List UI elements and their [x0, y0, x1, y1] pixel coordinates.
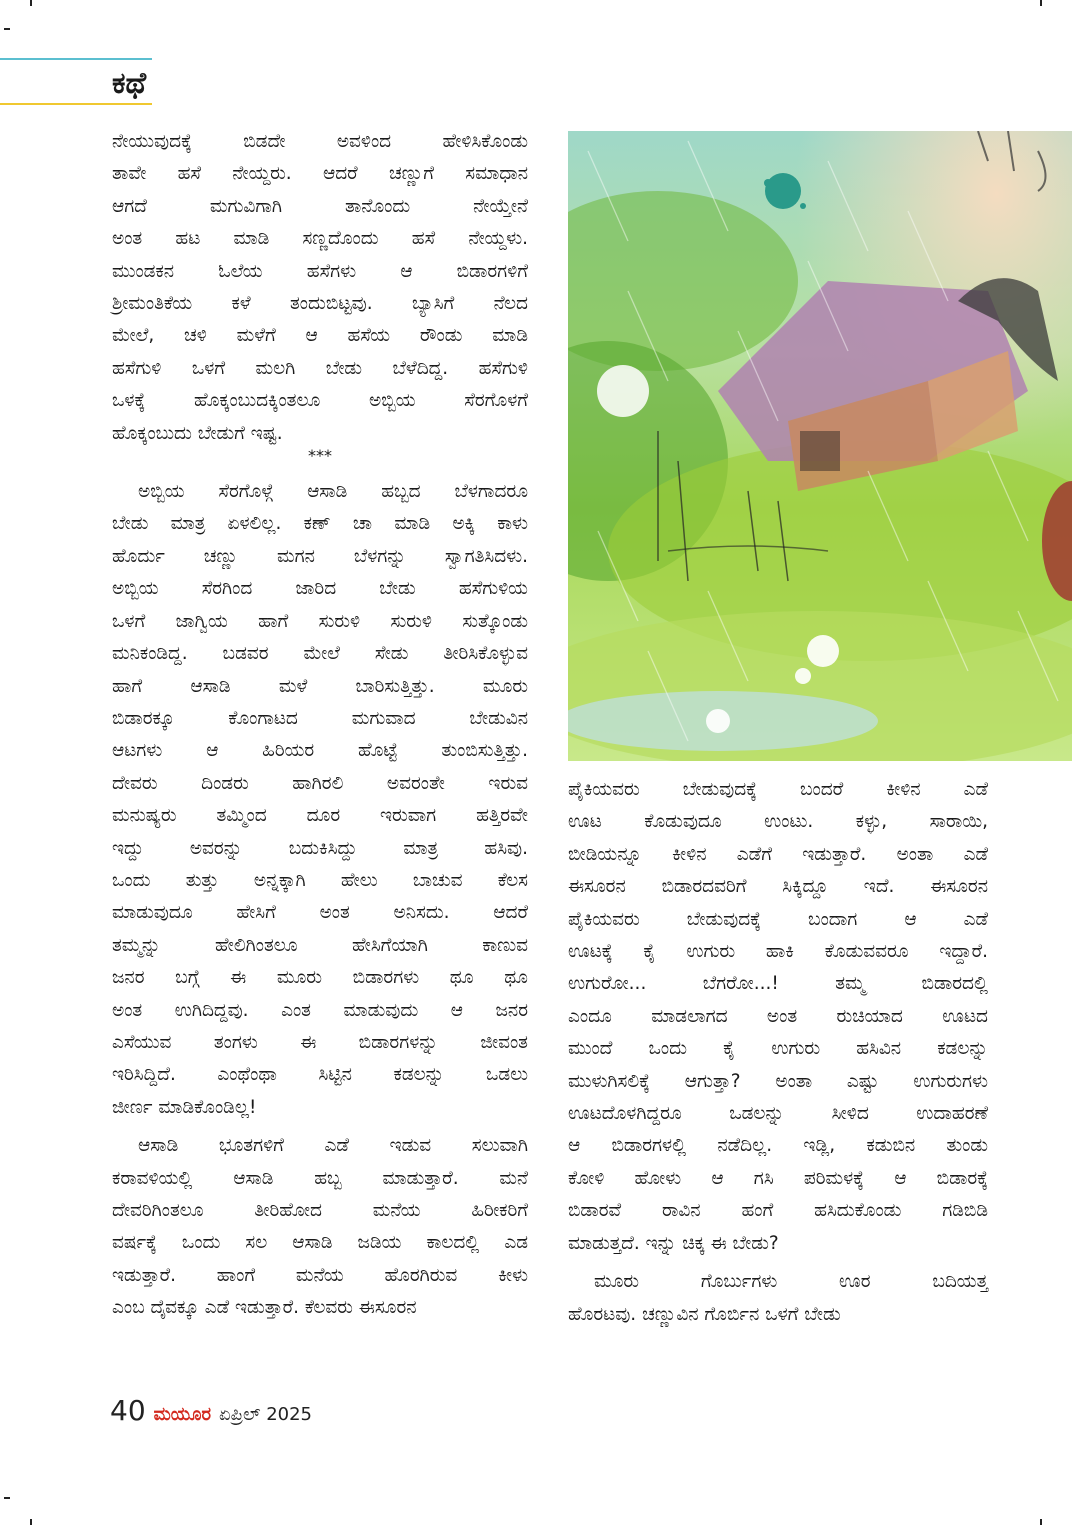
text-line: ಹೊಕ್ಕಂಬುದು ಬೇಡುಗೆ ಇಷ್ಟ.: [112, 422, 283, 444]
text-line: ಊಟಕ್ಕೆ ಕೈ ಉಗುರು ಹಾಕಿ ಕೊಡುವವರೂ ಇದ್ದಾರೆ.: [568, 941, 988, 963]
crop-mark: [30, 0, 32, 6]
left-para-2: [112, 476, 528, 1124]
text-line: ಅಬ್ಬಿಯ ಸೆರಗೊಳ್ಗೆ ಆಸಾಡಿ ಹಬ್ಬದ ಬೆಳಗಾದರೂ: [138, 481, 528, 503]
text-line: ಇಡುತ್ತಾರೆ. ಹಾಂಗೆ ಮನೆಯ ಹೊರಗಿರುವ ಕೀಳು: [112, 1264, 528, 1286]
text-line: ಅಂತ ಹಟ ಮಾಡಿ ಸಣ್ಣದೊಂದು ಹಸೆ ನೇಯ್ದಳು.: [112, 228, 528, 250]
text-line: ಮುಂದೆ ಒಂದು ಕೈ ಉಗುರು ಹಸಿವಿನ ಕಡಲನ್ನು: [568, 1038, 988, 1060]
magazine-logo: ಮಯೂರ: [153, 1404, 212, 1425]
crop-mark: [1040, 0, 1042, 6]
text-line: ಇರಿಸಿದ್ದಿದೆ. ಎಂಥೆಂಥಾ ಸಿಟ್ಟಿನ ಕಡಲನ್ನು ಒಡಲು: [112, 1064, 528, 1086]
right-column: [568, 774, 988, 1331]
text-line: ಆ ಬಿಡಾರಗಳಲ್ಲಿ ನಡೆದಿಲ್ಲ. ಇಡ್ಲಿ, ಕಡುಬಿನ ತುಂಡು: [568, 1135, 988, 1157]
text-line: ಪೈಕಿಯವರು ಬೇಡುವುದಕ್ಕೆ ಬಂದರೆ ಕೀಳಿನ ಎಡೆ: [568, 779, 988, 800]
text-line: ನೇಯುವುದಕ್ಕೆ ಬಿಡದೇ ಅವಳಿಂದ ಹೇಳಿಸಿಕೊಂಡು: [112, 131, 528, 152]
crop-mark: [4, 28, 10, 30]
text-line: ಆಟಗಳು ಆ ಹಿರಿಯರ ಹೊಟ್ಟೆ ತುಂಬಿಸುತ್ತಿತ್ತು.: [112, 740, 528, 762]
text-line: ತಮ್ಮನ್ನು ಹೇಲಿಗಿಂತಲೂ ಹೇಸಿಗೆಯಾಗಿ ಕಾಣುವ: [112, 934, 528, 956]
text-line: ಮುಳುಗಿಸಲಿಕ್ಕೆ ಆಗುತ್ತಾ? ಅಂತಾ ಎಷ್ಟು ಉಗುರುಗಳು: [568, 1070, 988, 1092]
text-line: ಜೀರ್ಣ ಮಾಡಿಕೊಂಡಿಲ್ಲ!: [112, 1096, 257, 1118]
text-line: ಊಟದೊಳಗಿದ್ದರೂ ಒಡಲನ್ನು ಸೀಳಿದ ಉದಾಹರಣೆ: [568, 1103, 988, 1125]
header-rule-yellow: [0, 103, 152, 105]
text-line: ಉಗುರೋ... ಬೆಗರೋ...! ತಮ್ಮ ಬಿಡಾರದಲ್ಲಿ: [568, 973, 988, 995]
section-label: ಕಥೆ: [112, 66, 147, 101]
text-line: ಹೊರಟವು. ಚಣ್ಣುವಿನ ಗೊರ್ಬಿನ ಒಳಗೆ ಬೇಡು: [568, 1303, 841, 1325]
page-number: 40: [110, 1394, 146, 1427]
text-line: ಜನರ ಬಗ್ಗೆ ಈ ಮೂರು ಬಿಡಾರಗಳು ಥೂ ಥೂ: [112, 967, 528, 989]
text-line: ಅಂತ ಉಗಿದಿದ್ದವು. ಎಂತ ಮಾಡುವುದು ಆ ಜನರ: [112, 999, 528, 1021]
text-line: ಕರಾವಳಿಯಲ್ಲಿ ಆಸಾಡಿ ಹಬ್ಬ ಮಾಡುತ್ತಾರೆ. ಮನೆ: [112, 1167, 528, 1189]
text-line: ಆಸಾಡಿ ಭೂತಗಳಿಗೆ ಎಡೆ ಇಡುವ ಸಲುವಾಗಿ: [138, 1135, 528, 1157]
text-line: ಇದ್ದು ಅವರನ್ನು ಬದುಕಿಸಿದ್ದು ಮಾತ್ರ ಹಸಿವು.: [112, 837, 528, 859]
story-illustration: [568, 131, 1072, 761]
text-line: ಬಿಡಾರವೆ ರಾವಿನ ಹಂಗೆ ಹಸಿದುಕೊಂಡು ಗಡಿಬಿಡಿ: [568, 1200, 988, 1222]
text-line: ಮೇಲೆ, ಚಳಿ ಮಳೆಗೆ ಆ ಹಸೆಯ ರೌಂಡು ಮಾಡಿ: [112, 325, 528, 347]
text-line: ಒಳಕ್ಕೆ ಹೊಕ್ಕಂಬುದಕ್ಕಿಂತಲೂ ಅಬ್ಬಿಯ ಸೆರಗೊಳಗೆ: [112, 390, 528, 412]
text-line: ಹಸೆಗುಳಿ ಒಳಗೆ ಮಲಗಿ ಬೇಡು ಬೆಳೆದಿದ್ದ. ಹಸೆಗುಳಿ: [112, 357, 528, 379]
text-line: ಪೈಕಿಯವರು ಬೇಡುವುದಕ್ಕೆ ಬಂದಾಗ ಆ ಎಡೆ: [568, 908, 988, 930]
text-line: ಹಾಗೆ ಆಸಾಡಿ ಮಳೆ ಬಾರಿಸುತ್ತಿತ್ತು. ಮೂರು: [112, 675, 528, 697]
text-line: ಈಸೂರನ ಬಿಡಾರದವರಿಗೆ ಸಿಕ್ಕಿದ್ದೂ ಇದೆ. ಈಸೂರನ: [568, 876, 988, 898]
text-line: ದೇವರು ದಿಂಡರು ಹಾಗಿರಲಿ ಅವರಂತೇ ಇರುವ: [112, 772, 528, 794]
text-line: ಅಬ್ಬಿಯ ಸೆರಗಿಂದ ಜಾರಿದ ಬೇಡು ಹಸೆಗುಳಿಯ: [112, 578, 528, 600]
text-line: ವರ್ಷಕ್ಕೆ ಒಂದು ಸಲ ಆಸಾಡಿ ಜಡಿಯ ಕಾಲದಲ್ಲಿ ಎಡ: [112, 1232, 528, 1254]
text-line: ಒಂದು ತುತ್ತು ಅನ್ನಕ್ಕಾಗಿ ಹೇಲು ಬಾಚುವ ಕೆಲಸ: [112, 869, 528, 891]
right-para-2: [568, 1266, 988, 1331]
text-line: ಮನುಷ್ಯರು ತಮ್ಮಿಂದ ದೂರ ಇರುವಾಗ ಹತ್ತಿರವೇ: [112, 805, 528, 827]
left-para-3: [112, 1130, 528, 1324]
text-line: ಬಿಡಾರಕ್ಕೂ ಕೊಂಗಾಟದ ಮಗುವಾದ ಬೇಡುವಿನ: [112, 707, 528, 729]
text-line: ಊಟ ಕೊಡುವುದೂ ಉಂಟು. ಕಳ್ಳು, ಸಾರಾಯಿ,: [568, 811, 988, 833]
section-separator: ***: [308, 446, 332, 466]
page-footer: [110, 1395, 312, 1431]
text-line: ಎಂದೂ ಮಾಡಲಾಗದ ಅಂತ ರುಚಿಯಾದ ಊಟದ: [568, 1005, 988, 1027]
text-line: ಎಸೆಯುವ ತಂಗಳು ಈ ಬಿಡಾರಗಳನ್ನು ಜೀವಂತ: [112, 1031, 528, 1053]
text-line: ಶ್ರೀಮಂತಿಕೆಯ ಕಳೆ ತಂದುಬಿಟ್ಟವು. ಬ್ಯಾಸಿಗೆ ನೆಲದ: [112, 293, 528, 315]
text-line: ಮುಂಡಕನ ಓಲೆಯ ಹಸೆಗಳು ಆ ಬಿಡಾರಗಳಿಗೆ: [112, 260, 528, 282]
header-rule-blue: [0, 58, 152, 60]
text-line: ದೇವರಿಗಿಂತಲೂ ತೀರಿಹೋದ ಮನೆಯ ಹಿರೀಕರಿಗೆ: [112, 1200, 528, 1221]
issue-date: ಏಪ್ರಿಲ್ 2025: [219, 1404, 313, 1425]
text-line: ಹೊರ್ದು ಚಣ್ಣು ಮಗನ ಬೆಳಗನ್ನು ಸ್ವಾಗತಿಸಿದಳು.: [112, 545, 528, 567]
crop-mark: [30, 1519, 32, 1525]
left-column: [112, 126, 528, 1325]
text-line: ಮಾಡುತ್ತದೆ. ಇನ್ನು ಚಿಕ್ಕ ಈ ಬೇಡು?: [568, 1232, 779, 1254]
text-line: ಒಳಗೆ ಜಾಗ್ವಿಯ ಹಾಗೆ ಸುರುಳಿ ಸುರುಳಿ ಸುತ್ಕೊಂಡು: [112, 610, 528, 632]
text-line: ಎಂಬ ದೈವಕ್ಕೂ ಎಡೆ ಇಡುತ್ತಾರೆ. ಕೆಲವರು ಈಸೂರನ: [112, 1297, 417, 1319]
text-line: ಆಗದೆ ಮಗುವಿಗಾಗಿ ತಾನೊಂದು ನೇಯ್ತೇನೆ: [112, 195, 528, 217]
right-para-1: [568, 774, 988, 1260]
text-line: ತಾವೇ ಹಸೆ ನೇಯ್ದರು. ಆದರೆ ಚಣ್ಣುಗೆ ಸಮಾಧಾನ: [112, 163, 528, 185]
crop-mark: [4, 1497, 10, 1499]
crop-mark: [1040, 1519, 1042, 1525]
text-line: ಕೋಳಿ ಹೋಳು ಆ ಗಸಿ ಪರಿಮಳಕ್ಕೆ ಆ ಬಿಡಾರಕ್ಕೆ: [568, 1167, 988, 1189]
text-line: ಮಾಡುವುದೂ ಹೇಸಿಗೆ ಅಂತ ಅನಿಸದು. ಆದರೆ: [112, 902, 528, 924]
text-line: ಮೂರು ಗೊರ್ಬುಗಳು ಊರ ಬದಿಯತ್ತ: [594, 1271, 988, 1293]
text-line: ಮನಿಕಂಡಿದ್ದ. ಬಡವರ ಮೇಲೆ ಸೇಡು ತೀರಿಸಿಕೊಳ್ಳುವ: [112, 643, 528, 665]
left-para-1: [112, 126, 528, 450]
text-line: ಬೇಡು ಮಾತ್ರ ಏಳಲಿಲ್ಲ. ಕಣ್ ಚಾ ಮಾಡಿ ಅಕ್ಕಿ ಕಾಳು: [112, 513, 528, 535]
text-line: ಬೀಡಿಯನ್ನೂ ಕೀಳಿನ ಎಡೆಗೆ ಇಡುತ್ತಾರೆ. ಅಂತಾ ಎಡೆ: [568, 843, 988, 865]
rain-hut-painting: [568, 131, 1072, 761]
